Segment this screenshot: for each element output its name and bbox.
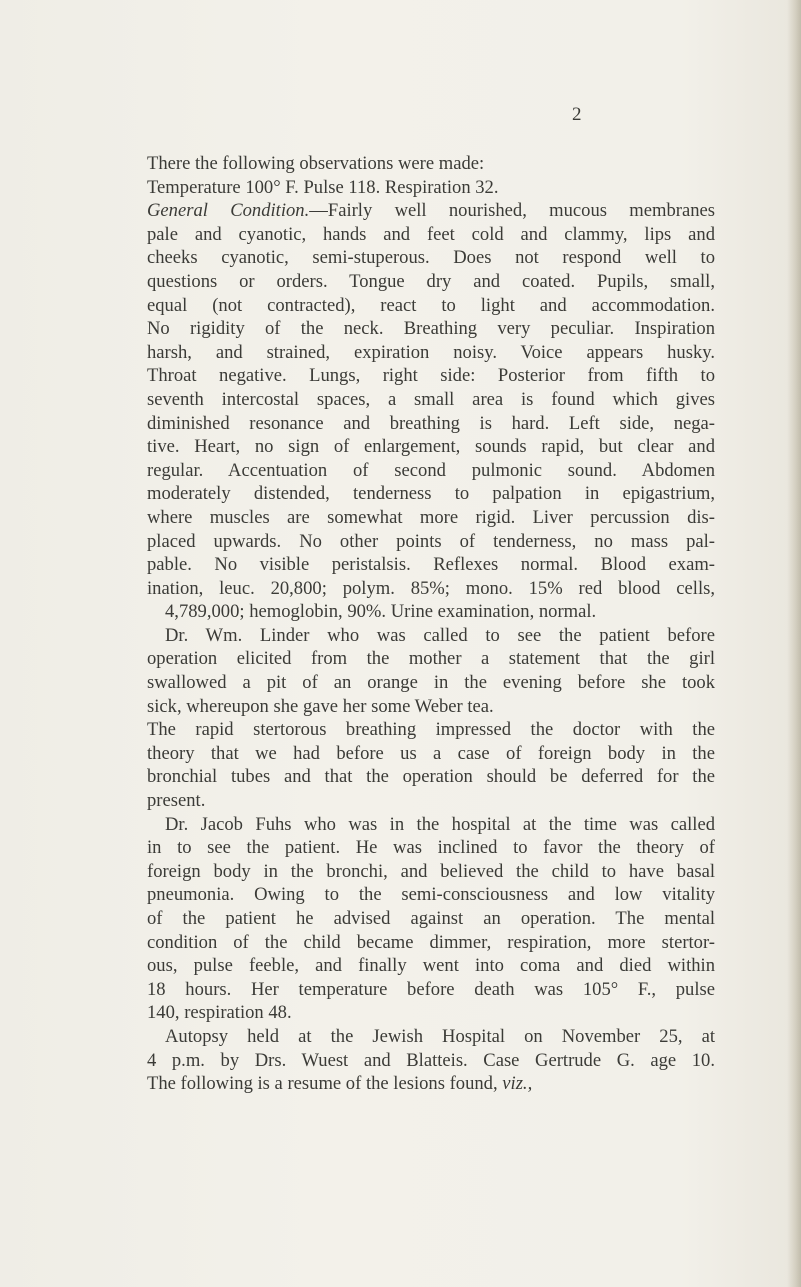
text-line: ous, pulse feeble, and finally went into coma and died within [147, 955, 715, 977]
text-line: Dr. Jacob Fuhs who was in the hospital at the time was called [165, 813, 715, 835]
text-line: 140, respiration 48. [147, 1002, 292, 1024]
text-line: 18 hours. Her temperature before death was 105° F., pulse [147, 978, 715, 1000]
page-number: 2 [572, 104, 582, 125]
text-line: where muscles are somewhat more rigid. Liver percussion dis- [147, 506, 715, 528]
text-line: regular. Accentuation of second pulmonic sound. Abdomen [147, 459, 715, 481]
text-line: pneumonia. Owing to the semi-consciousness and low vitality [147, 884, 715, 906]
text-line: 4 p.m. by Drs. Wuest and Blatteis. Case Gertrude G. age 10. [147, 1049, 715, 1071]
text-line: placed upwards. No other points of tenderness, no mass pal- [147, 530, 715, 552]
text-line: condition of the child became dimmer, respiration, more stertor- [147, 931, 715, 953]
text-line: bronchial tubes and that the operation should be deferred for the [147, 766, 715, 788]
text-line: of the patient he advised against an operation. The mental [147, 908, 715, 929]
text-line: Dr. Wm. Linder who was called to see the patient before [165, 624, 715, 646]
text-line: sick, whereupon she gave her some Weber tea. [147, 695, 494, 717]
text-line: in to see the patient. He was inclined to favor the theory of [147, 837, 715, 859]
text-line: pable. No visible peristalsis. Reflexes normal. Blood exam- [147, 554, 715, 576]
text-line: tive. Heart, no sign of enlargement, sounds rapid, but clear and [147, 436, 715, 458]
text-line: swallowed a pit of an orange in the evening before she took [147, 672, 715, 694]
text-line: 4,789,000; hemoglobin, 90%. Urine examination, normal. [165, 601, 597, 623]
section-heading: General Condition. [147, 200, 310, 222]
text-line: ination, leuc. 20,800; polym. 85%; mono. 15% red blood cells, [147, 577, 715, 599]
text-line: The following is a resume of the lesions found, viz., [147, 1073, 533, 1095]
text-line: Temperature 100° F. Pulse 118. Respiration 32. [147, 176, 499, 198]
text-line: diminished resonance and breathing is hard. Left side, nega- [147, 412, 715, 434]
text-line: moderately distended, tenderness to palpation in epigastrium, [147, 483, 715, 505]
text-line: cheeks cyanotic, semi-stuperous. Does not respond well to [147, 247, 715, 269]
text-line: No rigidity of the neck. Breathing very peculiar. Inspiration [147, 318, 715, 340]
text-line: pale and cyanotic, hands and feet cold and clammy, lips and [147, 223, 715, 245]
text-line: questions or orders. Tongue dry and coated. Pupils, small, [147, 270, 715, 292]
text-line: harsh, and strained, expiration noisy. Voice appears husky. [147, 341, 715, 363]
text-line: operation elicited from the mother a statement that the girl [147, 648, 715, 670]
text-line: Autopsy held at the Jewish Hospital on November 25, at [165, 1025, 715, 1047]
text-line: seventh intercostal spaces, a small area is found which gives [147, 388, 715, 410]
text-line: present. [147, 790, 206, 812]
text-line: foreign body in the bronchi, and believed the child to have basal [147, 860, 715, 882]
text-line: General Condition.—Fairly well nourished, mucous membranes [147, 200, 715, 222]
text-line: The rapid stertorous breathing impressed the doctor with the [147, 719, 715, 741]
page-edge-shadow [787, 0, 801, 1287]
text-line: Throat negative. Lungs, right side: Posterior from fifth to [147, 365, 715, 387]
body-text [147, 152, 715, 1096]
text-line: theory that we had before us a case of foreign body in the [147, 742, 715, 764]
text-line: equal (not contracted), react to light and accommodation. [147, 294, 715, 316]
text-line: There the following observations were made: [147, 153, 485, 174]
